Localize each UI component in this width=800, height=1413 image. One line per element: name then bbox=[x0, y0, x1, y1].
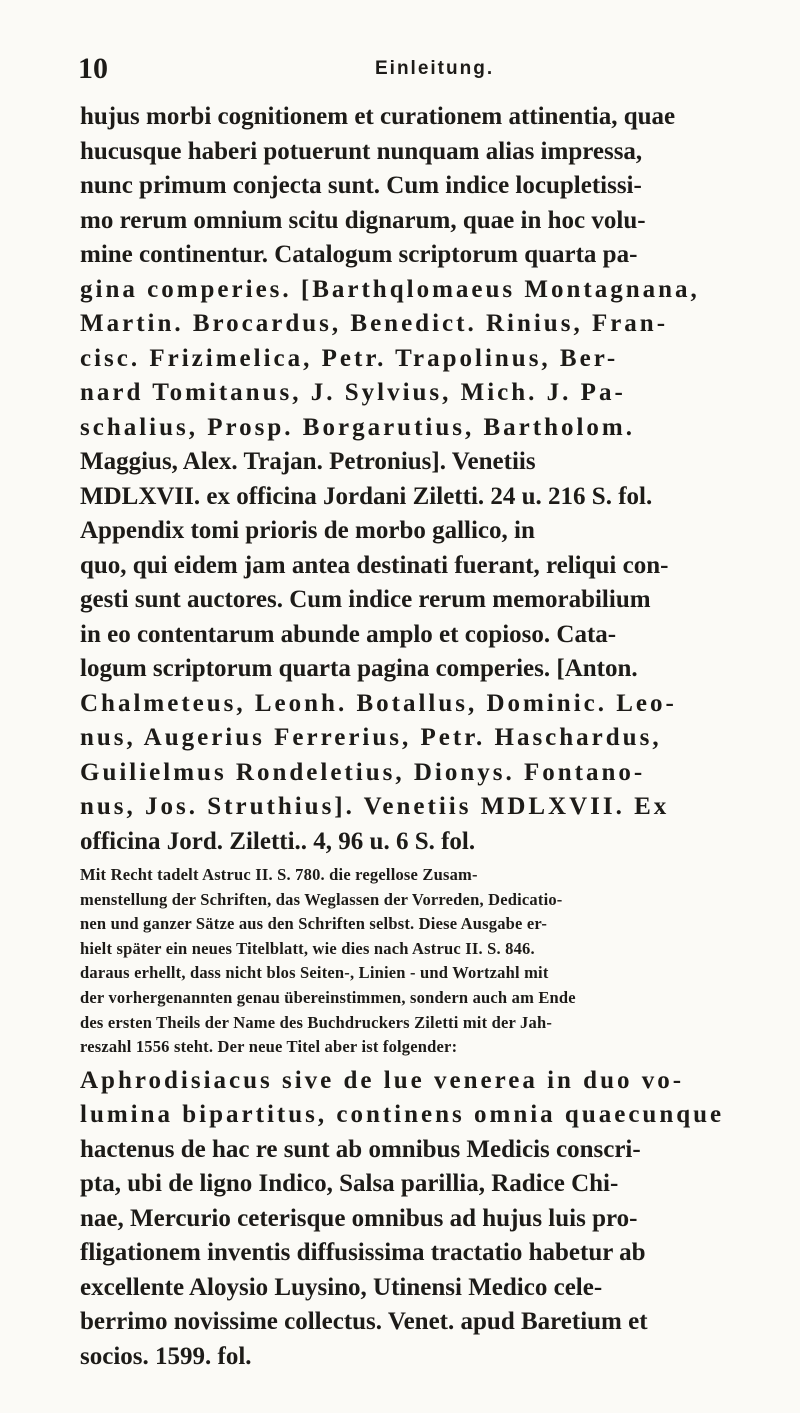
text-line: hujus morbi cognitionem et curationem attinentia, quae bbox=[80, 103, 676, 130]
text-line: nus, Augerius Ferrerius, Petr. Haschardus, bbox=[80, 724, 662, 751]
note-line: menstellung der Schriften, das Weglassen der Vorreden, Dedicatio- bbox=[80, 889, 563, 909]
paragraph-aphrodisiacus bbox=[80, 1064, 740, 1375]
text-line: Appendix tomi prioris de morbo gallico, in bbox=[80, 517, 535, 544]
text-line: fligationem inventis diffusissima tractatio habetur ab bbox=[80, 1239, 646, 1267]
text-line: nus, Jos. Struthius]. Venetiis MDLXVII. Ex bbox=[80, 793, 670, 820]
paragraph-appendix bbox=[80, 514, 740, 859]
body-text bbox=[80, 100, 740, 1374]
text-line: Guilielmus Rondeletius, Dionys. Fontano- bbox=[80, 758, 646, 786]
text-line: nard Tomitanus, J. Sylvius, Mich. J. Pa- bbox=[80, 379, 626, 406]
text-line: mine continentur. Catalogum scriptorum quarta pa- bbox=[80, 241, 638, 268]
text-line: Chalmeteus, Leonh. Botallus, Dominic. Leo- bbox=[80, 689, 677, 717]
footnote-commentary bbox=[80, 863, 740, 1060]
note-line: reszahl 1556 steht. Der neue Titel aber ist folgender: bbox=[80, 1037, 458, 1057]
page-header bbox=[0, 52, 800, 92]
running-head: Einleitung. bbox=[375, 58, 495, 79]
text-line: Maggius, Alex. Trajan. Petronius]. Venetiis bbox=[80, 448, 536, 475]
text-line: pta, ubi de ligno Indico, Salsa parillia, Radice Chi- bbox=[80, 1170, 619, 1198]
paragraph-montagnana-collection bbox=[80, 100, 740, 514]
text-line: in eo contentarum abunde amplo et copioso. Cata- bbox=[80, 620, 617, 648]
note-line: hielt später ein neues Titelblatt, wie dies nach Astruc II. S. 846. bbox=[80, 938, 535, 958]
text-line: nunc primum conjecta sunt. Cum indice locupletissi- bbox=[80, 172, 642, 199]
note-line: daraus erhellt, dass nicht blos Seiten-, Linien - und Wortzahl mit bbox=[80, 963, 549, 983]
text-line: Martin. Brocardus, Benedict. Rinius, Fran- bbox=[80, 310, 669, 337]
text-line: excellente Aloysio Luysino, Utinensi Medico cele- bbox=[80, 1273, 603, 1301]
note-line: Mit Recht tadelt Astruc II. S. 780. die regellose Zusam- bbox=[80, 865, 478, 884]
text-line: quo, qui eidem jam antea destinati fuerant, reliqui con- bbox=[80, 551, 669, 579]
text-line: schalius, Prosp. Borgarutius, Bartholom. bbox=[80, 413, 635, 441]
text-line: nae, Mercurio ceterisque omnibus ad hujus luis pro- bbox=[80, 1204, 638, 1232]
text-line: MDLXVII. ex officina Jordani Ziletti. 24 u. 216 S. fol. bbox=[80, 482, 653, 510]
note-line: nen und ganzer Sätze aus den Schriften selbst. Diese Ausgabe er- bbox=[80, 914, 548, 934]
text-line: hucusque haberi potuerunt nunquam alias impressa, bbox=[80, 137, 643, 165]
text-line: gina comperies. [Barthqlomaeus Montagnana, bbox=[80, 275, 700, 303]
text-line: lumina bipartitus, continens omnia quaecunque bbox=[80, 1101, 725, 1129]
text-line: berrimo novissime collectus. Venet. apud Baretium et bbox=[80, 1308, 648, 1336]
text-line: socios. 1599. fol. bbox=[80, 1342, 252, 1370]
text-line: mo rerum omnium scitu dignarum, quae in hoc volu- bbox=[80, 206, 646, 234]
text-line: gesti sunt auctores. Cum indice rerum memorabilium bbox=[80, 586, 651, 613]
note-line: der vorhergenannten genau übereinstimmen, sondern auch am Ende bbox=[80, 987, 576, 1007]
text-line: hactenus de hac re sunt ab omnibus Medicis conscri- bbox=[80, 1135, 641, 1163]
note-line: des ersten Theils der Name des Buchdruckers Ziletti mit der Jah- bbox=[80, 1012, 553, 1032]
text-line: logum scriptorum quarta pagina comperies. [Anton. bbox=[80, 655, 638, 682]
text-line: officina Jord. Ziletti.. 4, 96 u. 6 S. fol. bbox=[80, 827, 476, 855]
text-line: Aphrodisiacus sive de lue venerea in duo vo- bbox=[80, 1066, 685, 1094]
text-line: cisc. Frizimelica, Petr. Trapolinus, Ber- bbox=[80, 344, 619, 372]
page-number: 10 bbox=[78, 52, 108, 85]
